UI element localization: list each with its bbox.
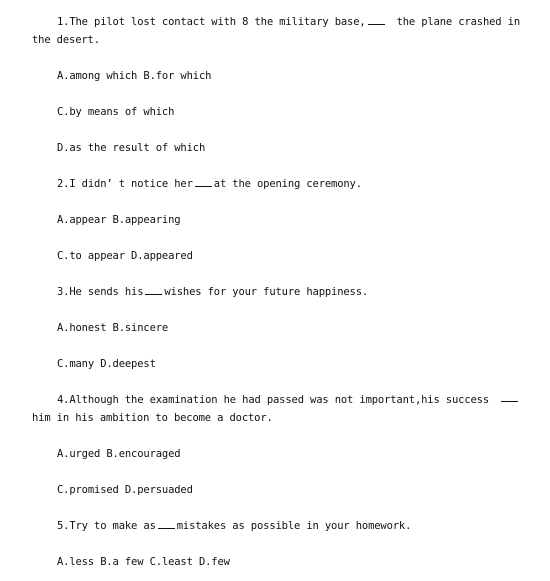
- question-1-option-line-2: C.by means of which: [57, 106, 175, 118]
- question-1-stem-start: 1.The pilot lost contact with 8 the military base,: [57, 16, 366, 28]
- question-5-stem-start: 5.Try to make as: [57, 520, 156, 532]
- question-1-option-line-3: D.as the result of which: [57, 142, 206, 154]
- question-2-option-line-1: A.appear B.appearing: [57, 214, 181, 226]
- question-4-option-line-2: C.promised D.persuaded: [57, 484, 193, 496]
- question-4-stem-start: 4.Although the examination he had passed was not important,his success: [57, 394, 490, 406]
- question-2-stem-end: at the opening ceremony.: [213, 178, 362, 190]
- question-3-option-line-1: A.honest B.sincere: [57, 322, 169, 334]
- question-3-stem-start: 3.He sends his: [57, 286, 144, 298]
- question-4: [32, 391, 520, 427]
- question-4-stem-end: him in his ambition to become a doctor.: [32, 412, 273, 424]
- question-1: [32, 13, 520, 49]
- answer-blank: [145, 284, 162, 295]
- answer-blank: [368, 14, 385, 25]
- question-1-option-line-1: A.among which B.for which: [57, 70, 212, 82]
- question-3-stem-end: wishes for your future happiness.: [164, 286, 369, 298]
- question-4-option-line-1: A.urged B.encouraged: [57, 448, 181, 460]
- question-5: [32, 517, 520, 535]
- question-2-option-line-2: C.to appear D.appeared: [57, 250, 193, 262]
- question-2-stem-start: 2.I didn’ t notice her: [57, 178, 193, 190]
- answer-blank: [195, 176, 212, 187]
- question-2: [32, 175, 520, 193]
- question-3: [32, 283, 520, 301]
- answer-blank: [158, 518, 175, 529]
- question-5-option-line-1: A.less B.a few C.least D.few: [57, 556, 230, 568]
- answer-blank: [501, 391, 518, 402]
- question-1-stem-end: the desert.: [32, 34, 100, 46]
- question-3-option-line-2: C.many D.deepest: [57, 358, 156, 370]
- question-1-stem-middle: the plane crashed in: [396, 16, 520, 28]
- question-5-stem-end: mistakes as possible in your homework.: [176, 520, 412, 532]
